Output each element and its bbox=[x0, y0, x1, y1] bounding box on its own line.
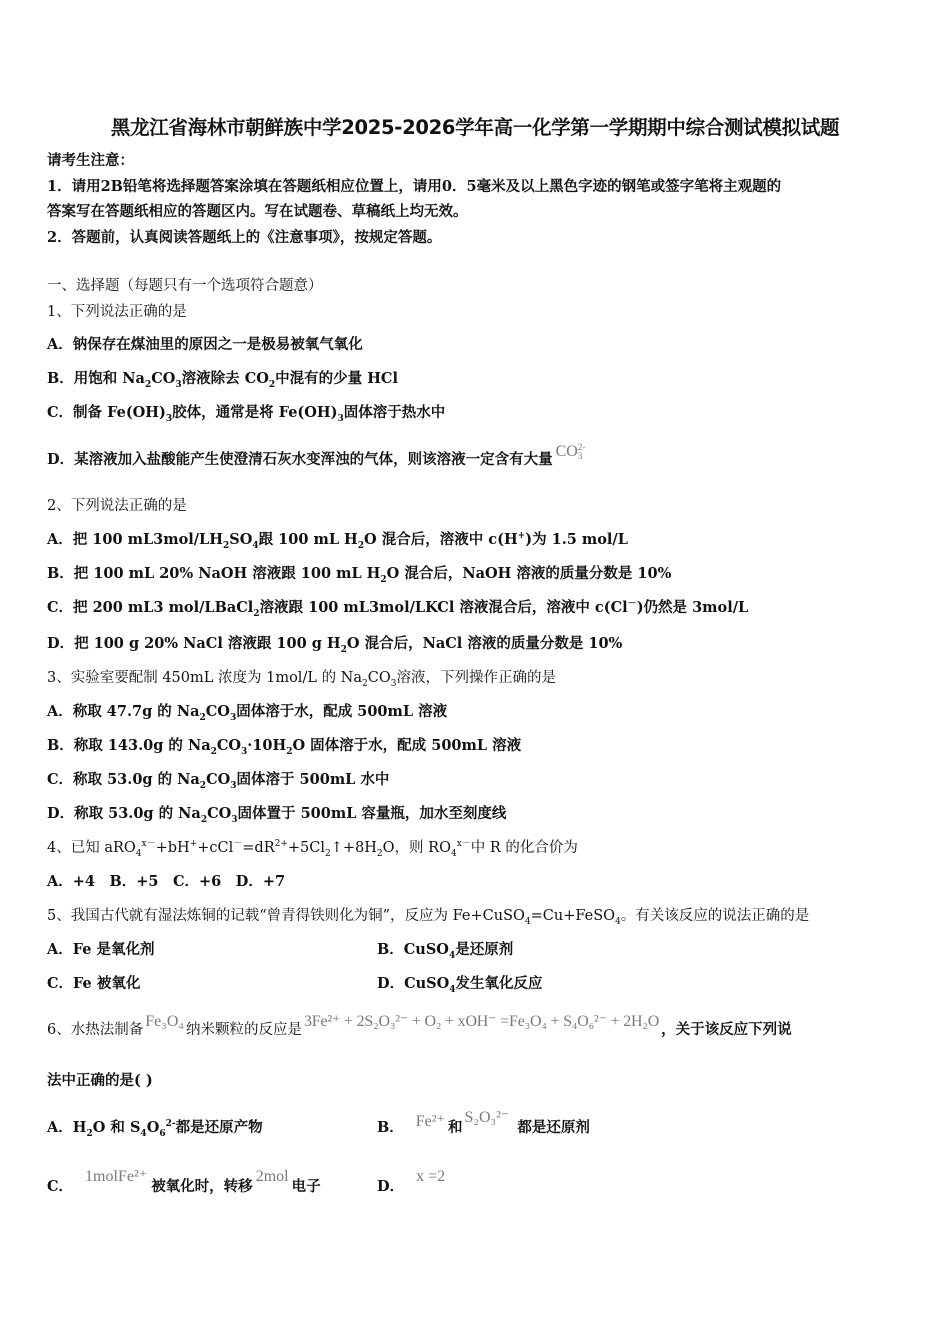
page-title: 黑龙江省海林市朝鲜族中学2025-2026学年高一化学第一学期期中综合测试模拟试题 bbox=[110, 116, 840, 139]
question-5-option-b: B．CuSO$_4$是还原剂 bbox=[377, 941, 514, 961]
question-3-stem: 3、实验室要配制 450mL 浓度为 1mol/L 的 $Na_2CO_3$溶液，下列操作正确的是 bbox=[47, 670, 556, 689]
fe3o4-formula: Fe₃O₄ bbox=[145, 1013, 184, 1030]
notice-line-2: 答案写在答题纸相应的答题区内。写在试题卷、草稿纸上均无效。 bbox=[47, 203, 468, 220]
ferrous-ion-formula: Fe²⁺ bbox=[415, 1113, 446, 1130]
carbonate-formula: CO 2- 3 bbox=[555, 442, 586, 462]
x-equals-formula: x =2 bbox=[416, 1168, 446, 1185]
thiosulfate-formula: S₂O₃²⁻ bbox=[464, 1109, 510, 1126]
question-2-option-c: C．把 200 mL3 mol/LBaCl$_2$溶液跟 100 mL3mol/LKCl 溶液混合后，溶液中 c(Cl－)仍然是 3mol/L bbox=[47, 599, 749, 619]
notice-line-1: 1．请用2B铅笔将选择题答案涂填在答题纸相应位置上，请用0．5毫米及以上黑色字迹的钢笔或签字笔将主观题的 bbox=[47, 178, 782, 195]
question-6-option-a: A．$H_2O$ 和 $S_4O_6^{2-}$都是还原产物 bbox=[47, 1119, 263, 1139]
question-1-stem: 1、下列说法正确的是 bbox=[47, 304, 187, 320]
question-5-option-c: C．Fe 被氧化 bbox=[47, 975, 141, 992]
notice-heading: 请考生注意： bbox=[47, 152, 134, 169]
question-3-option-c: C．称取 53.0g 的 $Na_2CO_3$固体溶于 500mL 水中 bbox=[47, 771, 390, 791]
question-6-option-c: C．1molFe²⁺被氧化时，转移2mol电子 bbox=[47, 1168, 321, 1195]
question-1-option-b: B．用饱和 $Na_2CO_3$溶液除去 $CO_2$中混有的少量 HCl bbox=[47, 370, 398, 390]
question-2-option-a: A．把 100 $mL3mol/LH_2SO_4$跟 100 mL $H_2O$ 混合后，溶液中 c(H+)为 1.5 mol/L bbox=[47, 531, 628, 551]
question-4-stem: 4、已知 $aRO_4^{x-}+bH^++cCl^-=dR^{2+}+5Cl_2↑+8H_2O$，则 $RO_4^{x-}$中 R 的化合价为 bbox=[47, 839, 578, 859]
question-3-option-d: D．称取 53.0g 的 $Na_2CO_3$固体置于 500mL 容量瓶，加水至刻度线 bbox=[47, 805, 507, 825]
question-2-stem: 2、下列说法正确的是 bbox=[47, 498, 187, 514]
question-3-option-a: A．称取 47.7g 的 $Na_2CO_3$固体溶于水，配成 500mL 溶液 bbox=[47, 703, 448, 723]
question-4-options: A．+4 B．+5 C．+6 D．+7 bbox=[47, 873, 286, 890]
question-2-option-b: B．把 100 mL 20% NaOH 溶液跟 100 mL $H_2O$ 混合后，NaOH 溶液的质量分数是 10% bbox=[47, 565, 672, 585]
question-6-option-b: B． Fe²⁺ 和S₂O₃²⁻都是还原剂 bbox=[377, 1109, 590, 1136]
two-mol-formula: 2mol bbox=[255, 1168, 289, 1185]
notice-line-3: 2．答题前，认真阅读答题纸上的《注意事项》，按规定答题。 bbox=[47, 229, 442, 246]
question-1-option-d: D．某溶液加入盐酸能产生使澄清石灰水变浑浊的气体，则该溶液一定含有大量 CO 2- 3 bbox=[47, 442, 586, 468]
question-5-stem: 5、我国古代就有湿法炼铜的记载“曾青得铁则化为铜”，反应为 Fe+CuSO$_4$=Cu+FeSO$_4$。有关该反应的说法正确的是 bbox=[47, 908, 810, 927]
question-6-stem: 6、水热法制备 Fe₃O₄ 纳米颗粒的反应是 3Fe²⁺ + 2S₂O₃²⁻ + O₂ + xOH⁻ =Fe₃O₄ + S₄O₆²⁻ + 2H₂O ，关于该反应下列说 bbox=[47, 1013, 792, 1038]
question-1-option-a: A．钠保存在煤油里的原因之一是极易被氧气氧化 bbox=[47, 336, 363, 353]
question-6-stem-continued: 法中正确的是( ) bbox=[47, 1072, 153, 1089]
question-2-option-d: D．把 100 g 20% NaCl 溶液跟 100 g $H_2O$ 混合后，NaCl 溶液的质量分数是 10% bbox=[47, 635, 623, 655]
question-6-option-d: D．x =2 bbox=[377, 1168, 446, 1195]
section-heading: 一、选择题（每题只有一个选项符合题意） bbox=[47, 278, 323, 294]
question-5-option-d: D．CuSO$_4$发生氧化反应 bbox=[377, 975, 543, 995]
reaction-equation: 3Fe²⁺ + 2S₂O₃²⁻ + O₂ + xOH⁻ =Fe₃O₄ + S₄O₆²⁻ + 2H₂O bbox=[303, 1013, 660, 1030]
question-3-option-b: B．称取 143.0g 的 $Na_2CO_3\cdot 10H_2O$ 固体溶于水，配成 500mL 溶液 bbox=[47, 737, 522, 757]
mol-fe-formula: 1molFe²⁺ bbox=[85, 1168, 148, 1185]
question-5-option-a: A．Fe 是氧化剂 bbox=[47, 941, 155, 958]
question-1-option-c: C．制备 $Fe(OH)_3$胶体，通常是将 $Fe(OH)_3$固体溶于热水中 bbox=[47, 404, 446, 424]
